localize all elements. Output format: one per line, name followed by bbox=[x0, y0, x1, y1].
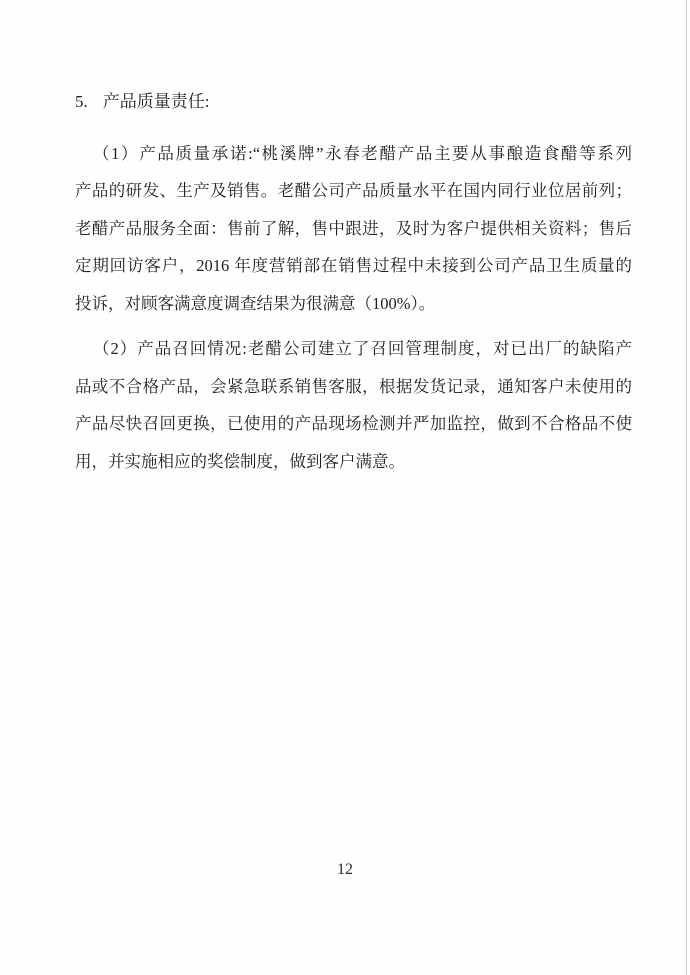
section-heading bbox=[75, 83, 632, 121]
text-line: 定期回访客户，2016 年度营销部在销售过程中未接到公司产品卫生质量的 bbox=[75, 256, 632, 275]
page-right-edge-line bbox=[686, 0, 687, 975]
section-title: 产品质量责任: bbox=[102, 92, 210, 111]
section-number: 5. bbox=[75, 92, 88, 111]
text-line: （2）产品召回情况:老醋公司建立了召回管理制度，对已出厂的缺陷产 bbox=[93, 339, 632, 358]
page-number: 12 bbox=[337, 861, 353, 878]
paragraph-quality-commitment bbox=[75, 135, 632, 323]
document-content bbox=[0, 0, 690, 480]
text-line: （1）产品质量承诺:“桃溪牌”永春老醋产品主要从事酿造食醋等系列 bbox=[93, 143, 632, 163]
text-line: 品或不合格产品，会紧急联系销售客服，根据发货记录，通知客户未使用的 bbox=[75, 376, 632, 396]
text-line: 老醋产品服务全面：售前了解，售中跟进，及时为客户提供相关资料；售后 bbox=[75, 218, 632, 238]
text-line: 产品的研发、生产及销售。老醋公司产品质量水平在国内同行业位居前列； bbox=[75, 181, 632, 200]
text-line: 用，并实施相应的奖偿制度，做到客户满意。 bbox=[75, 451, 405, 471]
text-line: 投诉，对顾客满意度调查结果为很满意（100%）。 bbox=[75, 293, 436, 313]
text-line: 产品尽快召回更换，已使用的产品现场检测并严加监控，做到不合格品不使 bbox=[75, 414, 632, 433]
paragraph-product-recall bbox=[75, 330, 632, 480]
